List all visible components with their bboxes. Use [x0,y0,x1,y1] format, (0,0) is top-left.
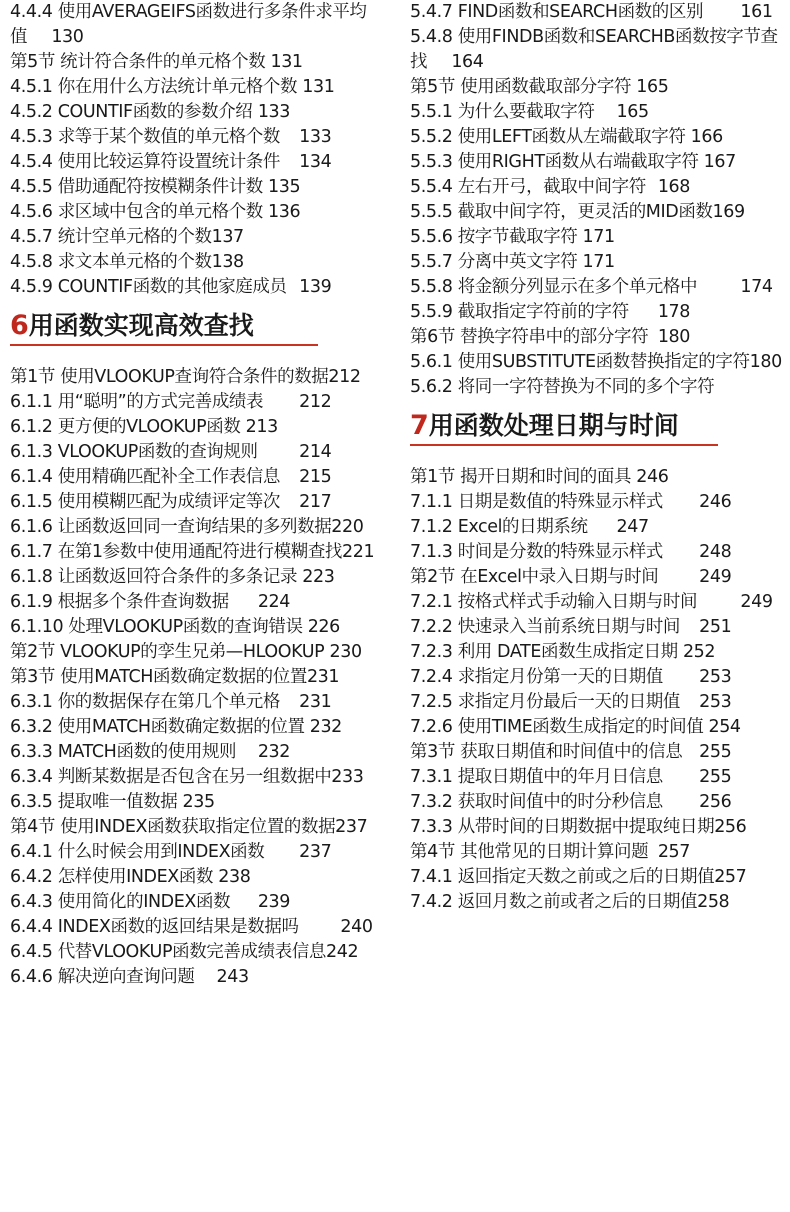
toc-right-column [410,0,784,915]
toc-entry: 5.5.7 分离中英文字符 171 [410,252,615,272]
toc-entry: 5.5.5 截取中间字符，更灵活的MID函数169 [410,202,745,222]
toc-entry: 4.5.3 求等于某个数值的单元格个数 133 [10,127,332,147]
toc-entry: 6.1.1 用“聪明”的方式完善成绩表 212 [10,392,332,412]
toc-entry: 5.5.4 左右开弓，截取中间字符 168 [410,177,691,197]
toc-entry: 5.5.3 使用RIGHT函数从右端截取字符 167 [410,152,736,172]
chapter-number: 6 [10,310,29,341]
toc-entry: 第5节 使用函数截取部分字符 165 [410,77,669,97]
toc-entry: 4.5.9 COUNTIF函数的其他家庭成员 139 [10,277,332,297]
toc-entry: 7.1.2 Excel的日期系统 247 [410,517,649,537]
toc-entry: 6.1.5 使用模糊匹配为成绩评定等次 217 [10,492,332,512]
toc-entry: 6.1.6 让函数返回同一查询结果的多列数据220 [10,517,364,537]
toc-left-top-entries [10,0,382,300]
chapter-6-heading [10,310,382,346]
toc-entry: 4.5.6 求区域中包含的单元格个数 136 [10,202,301,222]
toc-entry: 7.1.1 日期是数值的特殊显示样式 246 [410,492,732,512]
toc-entry: 4.5.5 借助通配符按模糊条件计数 135 [10,177,301,197]
toc-entry: 6.1.3 VLOOKUP函数的查询规则 214 [10,442,332,462]
toc-entry: 第3节 获取日期值和时间值中的信息 255 [410,742,732,762]
toc-entry: 6.4.1 什么时候会用到INDEX函数 237 [10,842,332,862]
toc-entry: 第3节 使用MATCH函数确定数据的位置231 [10,667,340,687]
toc-entry: 4.5.8 求文本单元格的个数138 [10,252,244,272]
toc-entry: 6.1.10 处理VLOOKUP函数的查询错误 226 [10,617,340,637]
toc-entry: 4.5.7 统计空单元格的个数137 [10,227,244,247]
toc-entry: 5.5.8 将金额分列显示在多个单元格中 174 [410,277,773,297]
toc-right-bottom-entries [410,465,784,915]
toc-entry: 7.3.1 提取日期值中的年月日信息 255 [410,767,732,787]
toc-entry: 6.4.4 INDEX函数的返回结果是数据吗 240 [10,917,373,937]
toc-entry: 5.4.8 使用FINDB函数和SEARCHB函数按字节查找 164 [410,27,778,72]
toc-entry: 4.5.1 你在用什么方法统计单元格个数 131 [10,77,335,97]
chapter-number: 7 [410,410,429,441]
toc-entry: 第1节 揭开日期和时间的面具 246 [410,467,669,487]
toc-entry: 7.2.2 快速录入当前系统日期与时间 251 [410,617,732,637]
toc-entry: 6.3.3 MATCH函数的使用规则 232 [10,742,291,762]
chapter-title: 用函数实现高效查找 [28,311,254,340]
toc-entry: 7.1.3 时间是分数的特殊显示样式 248 [410,542,732,562]
toc-entry: 第4节 其他常见的日期计算问题 257 [410,842,691,862]
toc-entry: 第1节 使用VLOOKUP查询符合条件的数据212 [10,367,361,387]
toc-entry: 6.4.2 怎样使用INDEX函数 238 [10,867,251,887]
toc-entry: 7.2.1 按格式样式手动输入日期与时间 249 [410,592,773,612]
toc-entry: 5.6.1 使用SUBSTITUTE函数替换指定的字符180 [410,352,782,372]
toc-left-bottom-entries [10,365,382,990]
toc-entry: 5.6.2 将同一字符替换为不同的多个字符 [410,377,715,397]
toc-entry: 6.4.3 使用简化的INDEX函数 239 [10,892,291,912]
toc-entry: 6.3.1 你的数据保存在第几个单元格 231 [10,692,332,712]
toc-entry: 7.2.4 求指定月份第一天的日期值 253 [410,667,732,687]
toc-entry: 7.4.2 返回月数之前或者之后的日期值258 [410,892,730,912]
toc-entry: 6.1.7 在第1参数中使用通配符进行模糊查找221 [10,542,375,562]
toc-entry: 6.4.5 代替VLOOKUP函数完善成绩表信息242 [10,942,359,962]
chapter-underline [10,344,318,346]
toc-entry: 第5节 统计符合条件的单元格个数 131 [10,52,303,72]
toc-entry: 7.2.6 使用TIME函数生成指定的时间值 254 [410,717,741,737]
toc-entry: 6.1.2 更方便的VLOOKUP函数 213 [10,417,278,437]
toc-entry: 6.4.6 解决逆向查询问题 243 [10,967,249,987]
toc-entry: 6.3.4 判断某数据是否包含在另一组数据中233 [10,767,364,787]
toc-entry: 7.2.3 利用 DATE函数生成指定日期 252 [410,642,716,662]
toc-entry: 第2节 在Excel中录入日期与时间 249 [410,567,732,587]
toc-entry: 7.3.3 从带时间的日期数据中提取纯日期256 [410,817,747,837]
toc-entry: 4.5.4 使用比较运算符设置统计条件 134 [10,152,332,172]
toc-entry: 6.1.4 使用精确匹配补全工作表信息 215 [10,467,332,487]
toc-entry: 第2节 VLOOKUP的孪生兄弟—HLOOKUP 230 [10,642,362,662]
chapter-title: 用函数处理日期与时间 [428,411,679,440]
chapter-underline [410,444,718,446]
toc-entry: 7.2.5 求指定月份最后一天的日期值 253 [410,692,732,712]
toc-entry: 6.3.5 提取唯一值数据 235 [10,792,215,812]
chapter-7-heading [410,410,784,446]
toc-entry: 6.1.9 根据多个条件查询数据 224 [10,592,291,612]
toc-right-top-entries [410,0,784,400]
toc-entry: 4.5.2 COUNTIF函数的参数介绍 133 [10,102,291,122]
toc-entry: 5.5.2 使用LEFT函数从左端截取字符 166 [410,127,723,147]
toc-entry: 6.3.2 使用MATCH函数确定数据的位置 232 [10,717,342,737]
toc-entry: 第4节 使用INDEX函数获取指定位置的数据237 [10,817,368,837]
toc-entry: 7.4.1 返回指定天数之前或之后的日期值257 [410,867,747,887]
toc-entry: 5.5.1 为什么要截取字符 165 [410,102,649,122]
toc-entry: 5.4.7 FIND函数和SEARCH函数的区别 161 [410,2,773,22]
toc-entry: 第6节 替换字符串中的部分字符 180 [410,327,691,347]
toc-entry: 6.1.8 让函数返回符合条件的多条记录 223 [10,567,335,587]
toc-entry: 7.3.2 获取时间值中的时分秒信息 256 [410,792,732,812]
toc-left-column [10,0,382,990]
toc-entry: 5.5.6 按字节截取字符 171 [410,227,615,247]
toc-entry: 4.4.4 使用AVERAGEIFS函数进行多条件求平均值 130 [10,2,367,47]
toc-entry: 5.5.9 截取指定字符前的字符 178 [410,302,691,322]
